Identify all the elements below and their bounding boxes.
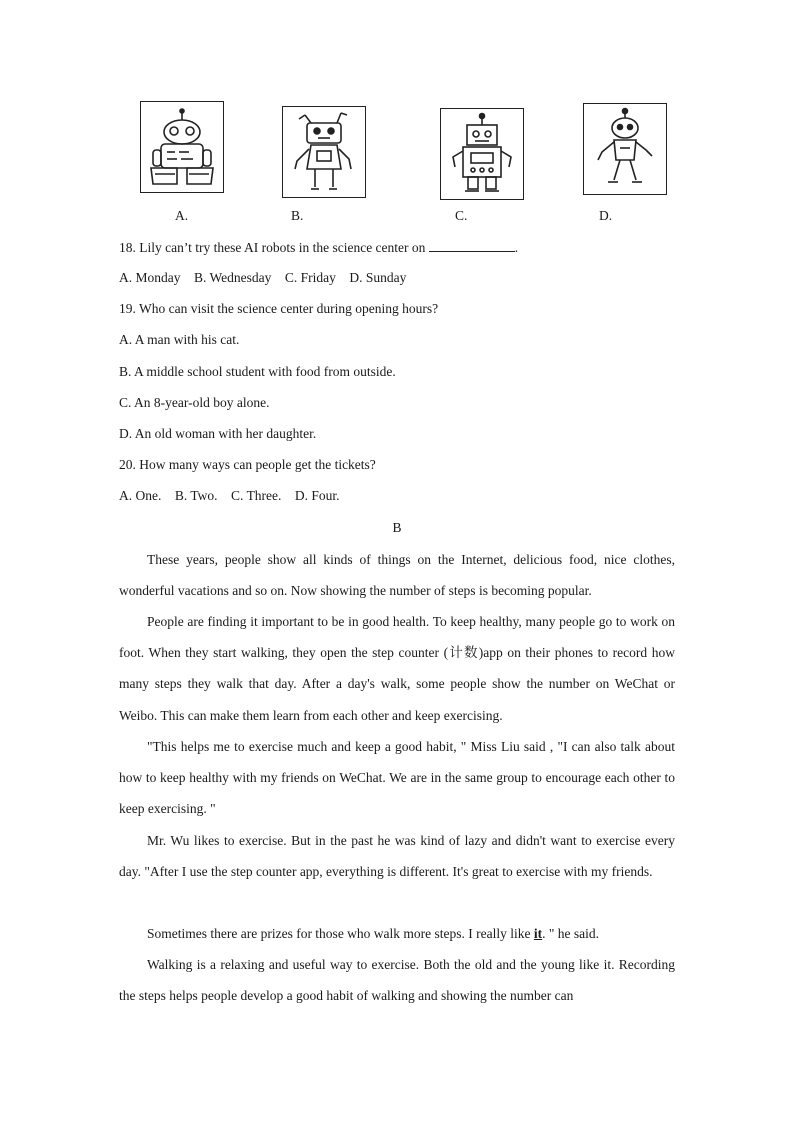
- robot-label-d: D.: [599, 208, 613, 223]
- robot-a-icon: [141, 102, 223, 192]
- robot-picture-b: [282, 106, 366, 198]
- robot-label-c: C.: [455, 208, 468, 223]
- paragraph-5-text: Sometimes there are prizes for those who walk more steps. I really like: [147, 926, 534, 941]
- paragraph-4-text: Mr. Wu likes to exercise. But in the past he was kind of lazy and didn't want to exercise every day. "After I use the step counter app, everything is different. It's great to exercise with my friends.: [119, 833, 675, 880]
- section-heading: B: [392, 520, 402, 535]
- question-18-options: A. Monday B. Wednesday C. Friday D. Sunday: [119, 270, 407, 285]
- question-20: 20. How many ways can people get the tickets?: [119, 457, 376, 472]
- question-19-option-d: D. An old woman with her daughter.: [119, 426, 317, 441]
- robot-label-a: A.: [175, 208, 189, 223]
- question-19: 19. Who can visit the science center during opening hours?: [119, 301, 439, 316]
- answer-blank: [429, 239, 515, 252]
- question-19-option-b: B. A middle school student with food from outside.: [119, 364, 396, 379]
- paragraph-6-text: Walking is a relaxing and useful way to exercise. Both the old and the young like it. Recording the steps helps people develop a good habit of walking and showing the number can: [119, 957, 675, 1004]
- paragraph-5: [119, 918, 675, 949]
- question-19-option-a: A. A man with his cat.: [119, 332, 240, 347]
- robot-picture-c: [440, 108, 524, 200]
- paragraph-2-text: People are finding it important to be in good health. To keep healthy, many people go to work on foot. When they start walking, they open the step counter (计数)app on their phones to record how many steps they walk that day. After a day's walk, some people show the number on WeChat or Weibo. This can make them learn from each other and keep exercising.: [119, 614, 675, 723]
- paragraph-4: [119, 825, 675, 887]
- robot-label-b: B.: [291, 208, 304, 223]
- robot-picture-d: [583, 103, 667, 195]
- robot-c-icon: [441, 109, 523, 199]
- paragraph-3: [119, 731, 675, 825]
- underlined-word: it: [533, 926, 543, 941]
- question-18: [119, 239, 518, 256]
- paragraph-1-text: These years, people show all kinds of things on the Internet, delicious food, nice clothes, wonderful vacations and so on. Now showing the number of steps is becoming popular.: [119, 552, 675, 599]
- paragraph-1: [119, 544, 675, 606]
- question-18-text: 18. Lily can’t try these AI robots in the science center on: [119, 240, 429, 255]
- robot-b-icon: [283, 107, 365, 197]
- robot-picture-a: [140, 101, 224, 193]
- paragraph-3-text: "This helps me to exercise much and keep a good habit, " Miss Liu said , "I can also talk about how to keep healthy with my friends on WeChat. We are in the same group to encourage each other to keep exercising. ": [119, 739, 675, 817]
- question-20-options: A. One. B. Two. C. Three. D. Four.: [119, 488, 340, 503]
- question-19-option-c: C. An 8-year-old boy alone.: [119, 395, 270, 410]
- robot-d-icon: [584, 104, 666, 194]
- paragraph-5-end: . " he said.: [542, 926, 600, 941]
- paragraph-2: [119, 606, 675, 731]
- paragraph-6: [119, 949, 675, 1011]
- question-18-end: .: [514, 240, 519, 255]
